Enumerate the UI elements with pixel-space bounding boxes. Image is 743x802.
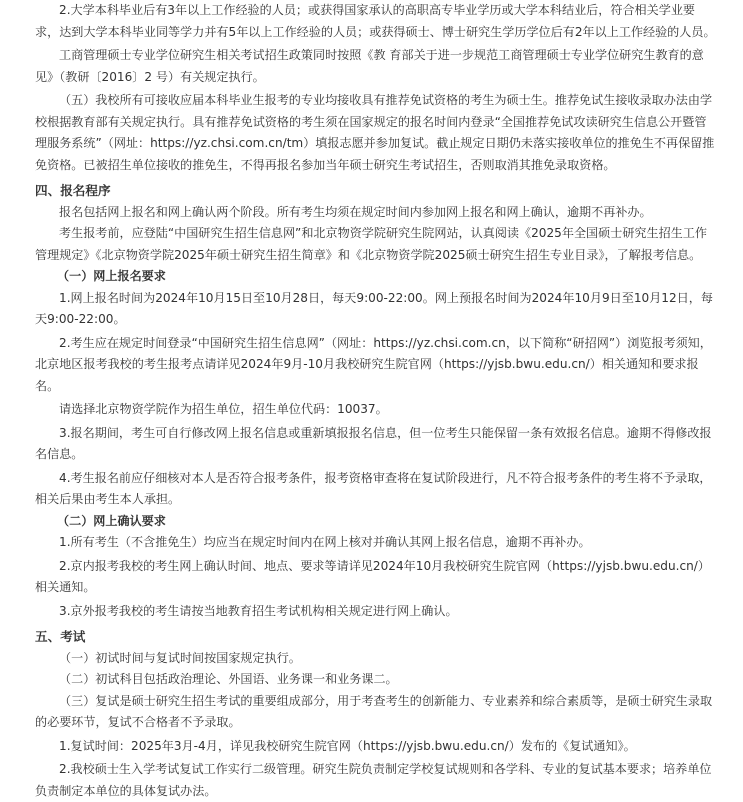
paragraph-recommended-exempt: （五）我校所有可接收应届本科毕业生报考的专业均接收具有推荐免试资格的考生为硕士生。推荐免试生接收录取办法由学校根据教育部有关规定执行。具有推荐免试资格的考生须在国家规定的报名时间内登录“全国推荐免试攻读研究生信息公开暨管理服务系统”（网址：https://yz.chsi.com.cn/tm）填报志愿并参加复试。截止规定日期仍未落实接收单位的推免生不再保留推免资格。已被招生单位接收的推免生，不得再报名参加当年硕士研究生考试招生，否则取消其推免录取资格。 (35, 93, 715, 172)
paragraph-retest-importance: （三）复试是硕士研究生招生考试的重要组成部分，用于考查考生的创新能力、专业素养和综合素质等，是硕士研究生录取的必要环节，复试不合格者不予录取。 (35, 693, 713, 729)
section-heading-registration: 四、报名程序 (35, 183, 111, 198)
paragraph-login-website: 2.考生应在规定时间登录“中国研究生招生信息网”（网址：https://yz.chsi.com.cn，以下简称“研招网”）浏览报考须知，北京地区报考我校的考生报考点请详见2024年9月-10月我校研究生院官网（https://yjsb.bwu.edu.cn/）相关通知和要求报名。 (35, 335, 712, 393)
paragraph-mba-policy: 工商管理硕士专业学位研究生相关考试招生政策同时按照《教 育部关于进一步规范工商管理硕士专业学位研究生教育的意见》（教研〔2016〕2 号）有关规定执行。 (35, 48, 704, 84)
paragraph-eligibility-2: 2.大学本科毕业后有3年以上工作经验的人员；或获得国家承认的高职高专毕业学历或大学本科结业后，符合相关学业要求，达到大学本科毕业同等学力并有5年以上工作经验的人员；或获得硕士、博士研究生学历学位后有2年以上工作经验的人员。 (35, 3, 716, 39)
subheading-online-confirmation: （二）网上确认要求 (57, 513, 166, 528)
paragraph-confirm-beijing: 2.京内报考我校的考生网上确认时间、地点、要求等请详见2024年10月我校研究生院官网（https://yjsb.bwu.edu.cn/）相关通知。 (35, 558, 710, 594)
paragraph-modify-info: 3.报名期间，考生可自行修改网上报名信息或重新填报报名信息，但一位考生只能保留一条有效报名信息。逾期不得修改报名信息。 (35, 425, 712, 461)
paragraph-institution-code: 请选择北京物资学院作为招生单位，招生单位代码：10037。 (59, 402, 388, 416)
paragraph-exam-time: （一）初试时间与复试时间按国家规定执行。 (59, 650, 301, 665)
section-heading-exam: 五、考试 (35, 629, 86, 644)
paragraph-confirm-outside: 3.京外报考我校的考生请按当地教育招生考试机构相关规定进行网上确认。 (59, 603, 458, 618)
paragraph-exam-subjects: （二）初试科目包括政治理论、外国语、业务课一和业务课二。 (59, 672, 398, 686)
subheading-online-registration: （一）网上报名要求 (57, 269, 166, 283)
paragraph-read-regulations: 考生报考前，应登陆“中国研究生招生信息网”和北京物资学院研究生院网站，认真阅读《2025年全国硕士研究生招生工作管理规定》《北京物资学院2025年硕士研究生招生简章》和《北京物资学院2025硕士研究生招生专业目录》，了解报考信息。 (35, 226, 707, 262)
paragraph-confirm-all: 1.所有考生（不含推免生）均应当在规定时间内在网上核对并确认其网上报名信息，逾期不再补办。 (59, 535, 591, 549)
paragraph-check-eligibility: 4.考生报名前应仔细核对本人是否符合报考条件，报考资格审查将在复试阶段进行，凡不符合报考条件的考生将不予录取，相关后果由考生本人承担。 (35, 470, 712, 506)
paragraph-retest-time: 1.复试时间：2025年3月-4月，详见我校研究生院官网（https://yjsb.bwu.edu.cn/）发布的《复试通知》。 (59, 738, 636, 753)
paragraph-registration-stages: 报名包括网上报名和网上确认两个阶段。所有考生均须在规定时间内参加网上报名和网上确认，逾期不再补办。 (59, 204, 652, 219)
paragraph-retest-management: 2.我校硕士生入学考试复试工作实行二级管理。研究生院负责制定学校复试规则和各学科、专业的复试基本要求；培养单位负责制定本单位的具体复试办法。 (35, 762, 712, 798)
paragraph-registration-time: 1.网上报名时间为2024年10月15日至10月28日，每天9:00-22:00。网上预报名时间为2024年10月9日至10月12日，每天9:00-22:00。 (35, 290, 713, 326)
